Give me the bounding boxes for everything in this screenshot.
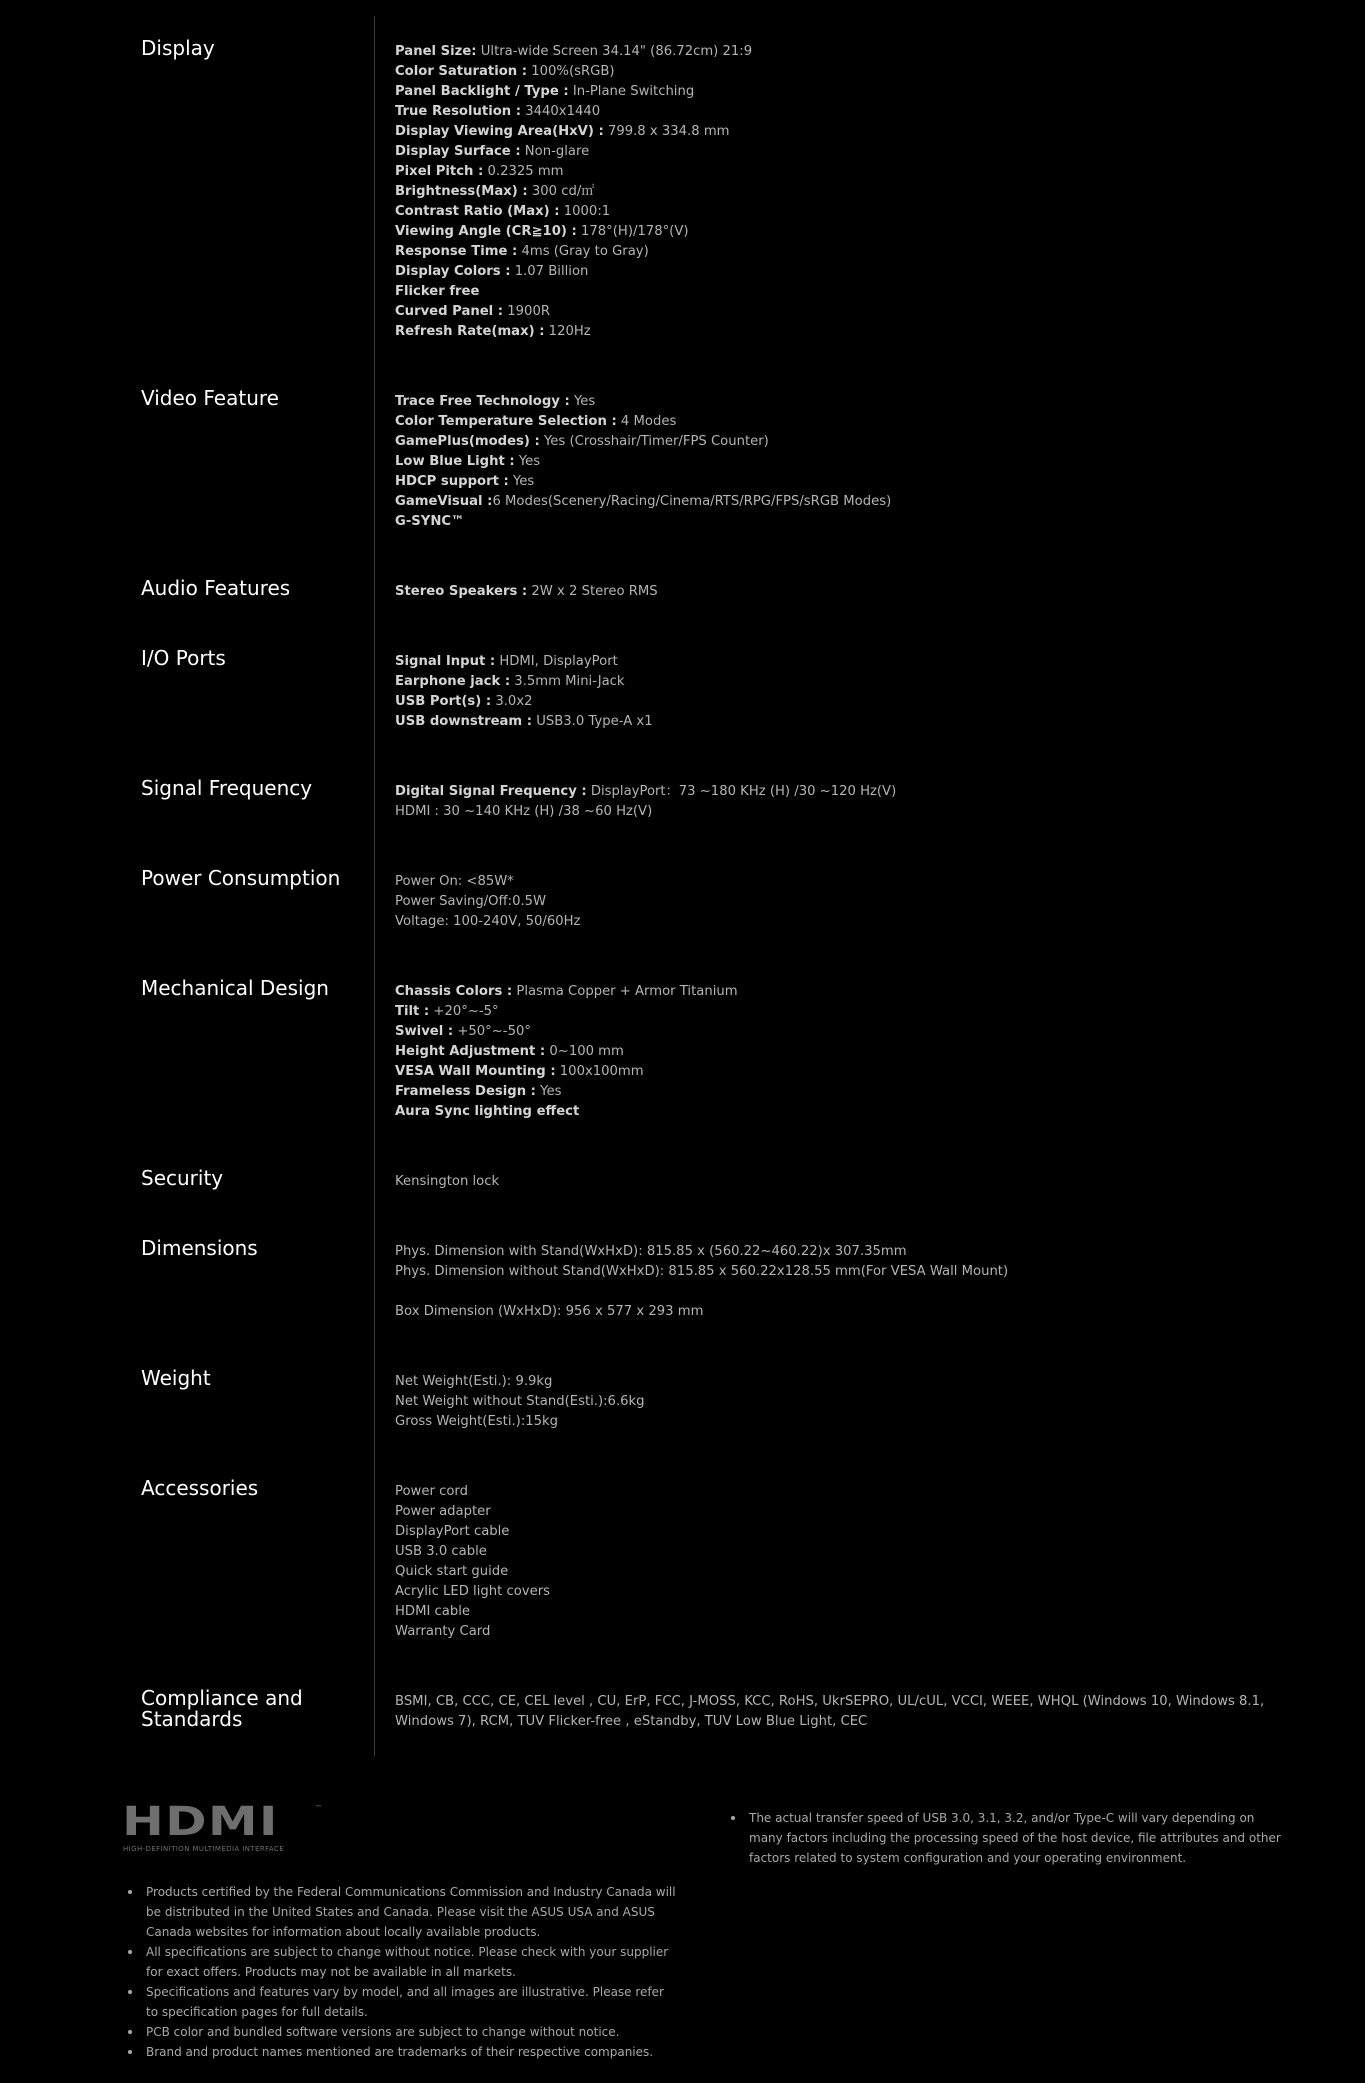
spec-label: Color Temperature Selection :	[395, 414, 617, 429]
spec-value: HDMI cable	[395, 1604, 471, 1619]
spec-line	[395, 712, 1295, 732]
spec-line	[395, 262, 1295, 282]
spec-section-title: Security	[141, 1166, 224, 1190]
spec-value: Non-glare	[520, 144, 590, 159]
disclaimer-list-left	[122, 1882, 677, 2062]
spec-line	[395, 1372, 1295, 1392]
spec-label: G-SYNC™	[395, 514, 465, 529]
spec-line	[395, 692, 1295, 712]
spec-line	[395, 1062, 1295, 1082]
spec-line	[395, 1242, 1295, 1262]
hdmi-logo-tm: ™	[315, 1804, 322, 1812]
spec-label: Panel Backlight / Type :	[395, 84, 569, 99]
spec-line	[395, 982, 1295, 1002]
spec-value: USB 3.0 cable	[395, 1544, 487, 1559]
spec-label: USB downstream :	[395, 714, 533, 729]
spec-value: 3.0x2	[491, 694, 533, 709]
spec-line	[395, 1102, 1295, 1122]
spec-label: Display Surface :	[395, 144, 521, 159]
spec-line	[395, 392, 1295, 412]
spec-value: +50°~-50°	[453, 1024, 531, 1039]
spec-label: VESA Wall Mounting :	[395, 1064, 556, 1079]
spec-lines	[395, 782, 1295, 822]
disclaimer-list-right	[725, 1808, 1290, 1868]
spec-section-title: I/O Ports	[141, 646, 226, 670]
spec-label: Earphone jack :	[395, 674, 511, 689]
spec-section-title: Power Consumption	[141, 866, 341, 890]
spec-value: DisplayPort cable	[395, 1524, 510, 1539]
spec-section-title: Signal Frequency	[141, 776, 313, 800]
spec-label: Swivel :	[395, 1024, 454, 1039]
spec-value: 2W x 2 Stereo RMS	[527, 584, 658, 599]
spec-line	[395, 1602, 1295, 1622]
spec-value: 100%(sRGB)	[527, 64, 615, 79]
spec-section-title: Dimensions	[141, 1236, 258, 1260]
spec-line	[395, 142, 1295, 162]
hdmi-logo-word: HDMI	[122, 1799, 279, 1845]
disclaimer-item: PCB color and bundled software versions are subject to change without notice.	[122, 2022, 677, 2042]
spec-label: True Resolution :	[395, 104, 522, 119]
spec-value: Quick start guide	[395, 1564, 509, 1579]
spec-value: Acrylic LED light covers	[395, 1584, 551, 1599]
spec-line	[395, 1622, 1295, 1642]
spec-lines	[395, 392, 1295, 532]
spec-value: 4 Modes	[616, 414, 677, 429]
spec-lines	[395, 652, 1295, 732]
spec-value: Plasma Copper + Armor Titanium	[512, 984, 738, 999]
spec-line	[395, 472, 1295, 492]
spec-label: Brightness(Max) :	[395, 184, 528, 199]
disclaimer-item: Brand and product names mentioned are trademarks of their respective companies.	[122, 2042, 677, 2062]
spec-lines	[395, 1242, 1295, 1322]
spec-line	[395, 102, 1295, 122]
spec-label: Response Time :	[395, 244, 518, 259]
spec-value: Power Saving/Off:0.5W	[395, 894, 547, 909]
spec-line	[395, 1502, 1295, 1522]
spec-line	[395, 162, 1295, 182]
spec-section-title: Accessories	[141, 1476, 259, 1500]
spec-line	[395, 1262, 1295, 1282]
spec-lines	[395, 1372, 1295, 1432]
spec-value: Gross Weight(Esti.):15kg	[395, 1414, 559, 1429]
spec-label: Stereo Speakers :	[395, 584, 528, 599]
spec-value: DisplayPort：73 ~180 KHz (H) /30 ~120 Hz(V)	[586, 784, 897, 799]
spec-lines	[395, 1692, 1295, 1732]
spec-value: 300 cd/㎡	[527, 184, 595, 199]
column-divider	[374, 16, 375, 1756]
spec-line	[395, 1412, 1295, 1432]
spec-value: Yes (Crosshair/Timer/FPS Counter)	[539, 434, 769, 449]
spec-value: 799.8 x 334.8 mm	[603, 124, 730, 139]
spec-label: Frameless Design :	[395, 1084, 536, 1099]
spec-label: Chassis Colors :	[395, 984, 513, 999]
spec-label: Trace Free Technology :	[395, 394, 570, 409]
hdmi-logo-subtitle: HIGH-DEFINITION MULTIMEDIA INTERFACE	[123, 1845, 285, 1853]
spec-value: Yes	[535, 1084, 562, 1099]
spec-value: Phys. Dimension with Stand(WxHxD): 815.85 x (560.22~460.22)x 307.35mm	[395, 1244, 907, 1259]
spec-label: Contrast Ratio (Max) :	[395, 204, 560, 219]
spec-value: 1900R	[503, 304, 550, 319]
spec-section-title: Display	[141, 36, 215, 60]
spec-line	[395, 652, 1295, 672]
spec-value: Kensington lock	[395, 1174, 500, 1189]
spec-label: Height Adjustment :	[395, 1044, 546, 1059]
spec-line	[395, 82, 1295, 102]
spec-value: Power adapter	[395, 1504, 491, 1519]
spec-line	[395, 672, 1295, 692]
spec-line	[395, 872, 1295, 892]
spec-value: Power On: <85W*	[395, 874, 514, 889]
spec-line	[395, 1522, 1295, 1542]
spec-label: Pixel Pitch :	[395, 164, 484, 179]
spec-value: 3440x1440	[521, 104, 601, 119]
spec-lines	[395, 872, 1295, 932]
spec-value: Yes	[508, 474, 535, 489]
spec-line	[395, 1172, 1295, 1192]
disclaimer-item: Products certified by the Federal Communications Commission and Industry Canada will be distributed in the United States and Canada. Please visit the ASUS USA and ASUS Canada websites for information about locally available products.	[122, 1882, 677, 1942]
spec-value: Warranty Card	[395, 1624, 491, 1639]
spec-label: Display Colors :	[395, 264, 511, 279]
spec-value: In-Plane Switching	[568, 84, 695, 99]
spec-line	[395, 782, 1295, 802]
spec-value: Box Dimension (WxHxD): 956 x 577 x 293 mm	[395, 1304, 704, 1319]
spec-value: HDMI, DisplayPort	[495, 654, 618, 669]
spec-value: USB3.0 Type-A x1	[532, 714, 653, 729]
spec-lines	[395, 982, 1295, 1122]
spec-line	[395, 1302, 1295, 1322]
spec-line	[395, 62, 1295, 82]
spec-line	[395, 582, 1295, 602]
spec-line	[395, 412, 1295, 432]
spec-label: USB Port(s) :	[395, 694, 492, 709]
spec-value: 1.07 Billion	[510, 264, 589, 279]
spec-section-title: Audio Features	[141, 576, 291, 600]
spec-line	[395, 1282, 1295, 1302]
spec-line	[395, 802, 1295, 822]
spec-value: 120Hz	[544, 324, 591, 339]
spec-label: Refresh Rate(max) :	[395, 324, 545, 339]
spec-line	[395, 432, 1295, 452]
spec-line	[395, 1692, 1295, 1732]
spec-lines	[395, 582, 1295, 602]
spec-label: Viewing Angle (CR≧10) :	[395, 224, 577, 239]
spec-value: Power cord	[395, 1484, 468, 1499]
spec-label: Panel Size:	[395, 44, 477, 59]
spec-line	[395, 1392, 1295, 1412]
spec-line	[395, 1582, 1295, 1602]
spec-label: HDCP support :	[395, 474, 509, 489]
spec-value: Net Weight(Esti.): 9.9kg	[395, 1374, 553, 1389]
spec-line	[395, 302, 1295, 322]
spec-line	[395, 912, 1295, 932]
spec-line	[395, 322, 1295, 342]
spec-value: Phys. Dimension without Stand(WxHxD): 815.85 x 560.22x128.55 mm(For VESA Wall Mount)	[395, 1264, 1009, 1279]
disclaimer-item: Specifications and features vary by model, and all images are illustrative. Please refer to specification pages for full details.	[122, 1982, 677, 2022]
spec-line	[395, 1482, 1295, 1502]
spec-value: Yes	[569, 394, 596, 409]
spec-value: Voltage: 100-240V, 50/60Hz	[395, 914, 581, 929]
spec-lines	[395, 42, 1295, 342]
spec-value: +20°~-5°	[429, 1004, 499, 1019]
spec-line	[395, 1562, 1295, 1582]
spec-value: Net Weight without Stand(Esti.):6.6kg	[395, 1394, 645, 1409]
spec-value: Yes	[514, 454, 541, 469]
spec-value: 6 Modes(Scenery/Racing/Cinema/RTS/RPG/FPS/sRGB Modes)	[492, 494, 892, 509]
spec-label: GamePlus(modes) :	[395, 434, 540, 449]
spec-line	[395, 222, 1295, 242]
spec-label: Digital Signal Frequency :	[395, 784, 587, 799]
spec-line	[395, 122, 1295, 142]
spec-value: BSMI, CB, CCC, CE, CEL level , CU, ErP, FCC, J-MOSS, KCC, RoHS, UkrSEPRO, UL/cUL, VCCI, WEEE, WHQL (Windows 10, Windows 8.1, Windows 7), RCM, TUV Flicker-free , eStandby, TUV Low Blue Light, CEC	[395, 1694, 1265, 1729]
spec-section-title: Mechanical Design	[141, 976, 329, 1000]
spec-value: 0.2325 mm	[483, 164, 564, 179]
spec-line	[395, 1042, 1295, 1062]
spec-line	[395, 42, 1295, 62]
spec-section-title: Weight	[141, 1366, 211, 1390]
spec-value: 178°(H)/178°(V)	[576, 224, 689, 239]
spec-line	[395, 1002, 1295, 1022]
spec-line	[395, 1022, 1295, 1042]
spec-value: Ultra-wide Screen 34.14" (86.72cm) 21:9	[476, 44, 753, 59]
spec-line	[395, 1542, 1295, 1562]
spec-label: Flicker free	[395, 284, 480, 299]
spec-line	[395, 242, 1295, 262]
hdmi-logo	[122, 1799, 332, 1858]
disclaimer-item: All specifications are subject to change without notice. Please check with your supplier for exact offers. Products may not be available in all markets.	[122, 1942, 677, 1982]
spec-value: 4ms (Gray to Gray)	[517, 244, 649, 259]
spec-label: Signal Input :	[395, 654, 496, 669]
disclaimer-item: The actual transfer speed of USB 3.0, 3.1, 3.2, and/or Type-C will vary depending on many factors including the processing speed of the host device, file attributes and other factors related to system configuration and your operating environment.	[725, 1808, 1290, 1868]
spec-section-title: Compliance and Standards	[141, 1686, 303, 1731]
spec-line	[395, 202, 1295, 222]
spec-value: 3.5mm Mini-Jack	[510, 674, 625, 689]
spec-line	[395, 492, 1295, 512]
spec-label: Display Viewing Area(HxV) :	[395, 124, 604, 139]
spec-lines	[395, 1482, 1295, 1642]
spec-label: GameVisual :	[395, 494, 493, 509]
spec-section-title: Video Feature	[141, 386, 279, 410]
spec-label: Color Saturation :	[395, 64, 528, 79]
spec-line	[395, 1082, 1295, 1102]
spec-line	[395, 182, 1295, 202]
spec-value: 0~100 mm	[545, 1044, 624, 1059]
spec-label: Curved Panel :	[395, 304, 504, 319]
spec-label: Low Blue Light :	[395, 454, 515, 469]
spec-line	[395, 512, 1295, 532]
spec-line	[395, 892, 1295, 912]
spec-line	[395, 452, 1295, 472]
spec-value: 100x100mm	[555, 1064, 644, 1079]
spec-lines	[395, 1172, 1295, 1192]
spec-label: Aura Sync lighting effect	[395, 1104, 580, 1119]
spec-label: Tilt :	[395, 1004, 430, 1019]
spec-value: 1000:1	[559, 204, 611, 219]
spec-line	[395, 282, 1295, 302]
spec-value: HDMI : 30 ~140 KHz (H) /38 ~60 Hz(V)	[395, 804, 653, 819]
